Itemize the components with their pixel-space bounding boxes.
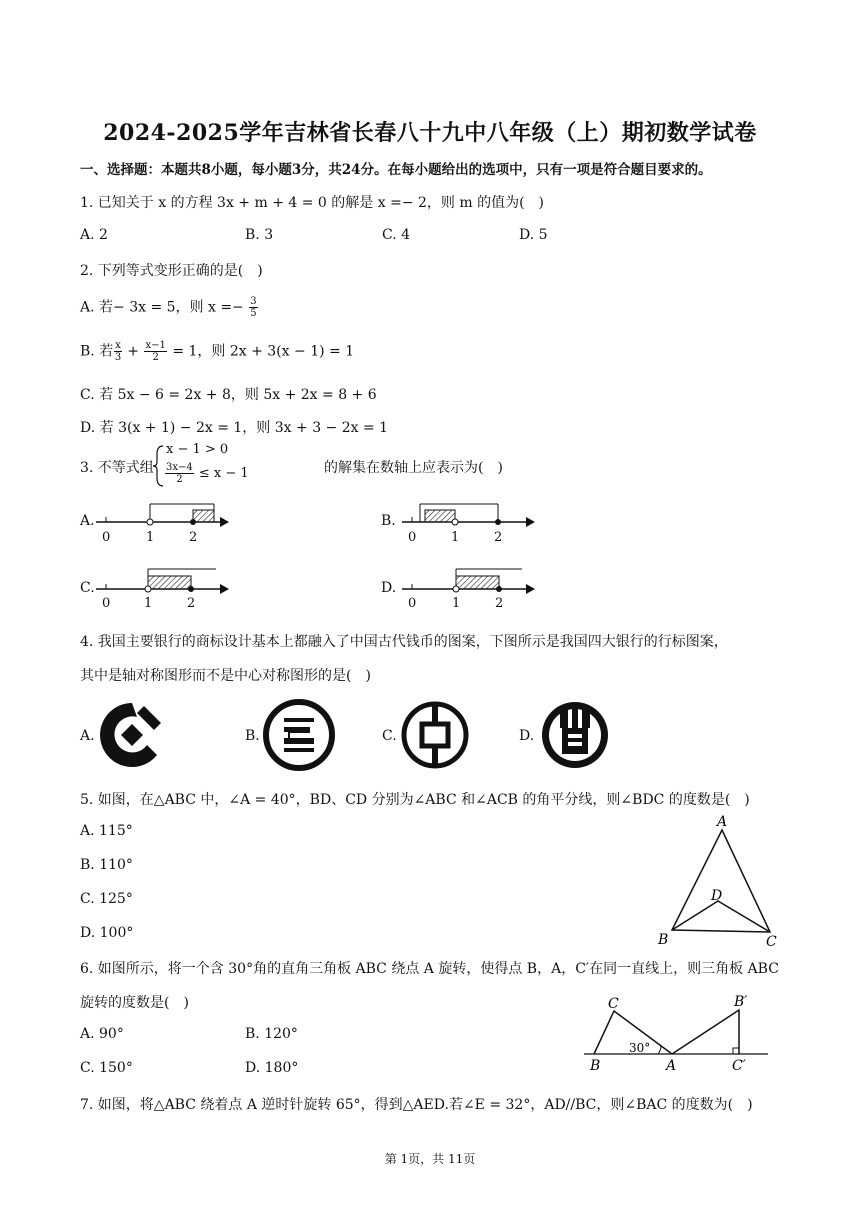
plus-sign: + [127, 343, 140, 360]
q2-b-prefix: B. 若 [80, 343, 114, 360]
tick-label: 0 [408, 530, 417, 545]
question-5-stem: 5. 如图，在△ABC 中，∠A = 40°，BD、CD 分别为∠ABC 和∠ACB 的角平分线，则∠BDC 的度数是( ) [80, 792, 750, 808]
q4-label-d: D. [519, 728, 535, 744]
tick-label: 1 [146, 530, 155, 545]
q2-a-text: A. 若− 3x = 5，则 x =− [80, 299, 244, 316]
tick-label: 2 [189, 530, 198, 545]
q3-label-b: B. [381, 513, 396, 529]
question-2-stem: 2. 下列等式变形正确的是( ) [80, 263, 263, 279]
bank-logo-c-icon [400, 700, 470, 770]
q6-option-a: A. 90° [80, 1026, 124, 1042]
number-line-b [402, 504, 535, 527]
question-4-stem-line2: 其中是轴对称图形而不是中心对称图形的是( ) [80, 668, 371, 684]
q1-option-a: A. 2 [80, 227, 108, 243]
q3-label-c: C. [80, 580, 95, 596]
q2-option-c: C. 若 5x − 6 = 2x + 8，则 5x + 2x = 8 + 6 [80, 387, 377, 403]
q3-label-d: D. [381, 580, 397, 596]
q3-label-a: A. [80, 513, 95, 529]
q4-label-a: A. [80, 728, 95, 744]
fraction-denominator: 2 [176, 474, 183, 485]
tick-label: 2 [495, 596, 504, 611]
number-line-d [402, 569, 535, 594]
bank-logo-d-icon [538, 698, 612, 772]
q5-option-c: C. 125° [80, 891, 133, 907]
question-6-stem-line1: 6. 如图所示，将一个含 30°角的直角三角板 ABC 绕点 A 旋转，使得点 B，A，C′在同一直线上，则三角板 ABC [80, 961, 779, 977]
q3-inequality-1: x − 1 > 0 [166, 442, 229, 457]
q2-option-d: D. 若 3(x + 1) − 2x = 1，则 3x + 3 − 2x = 1 [80, 420, 389, 436]
point-label-b: B [590, 1058, 601, 1074]
q6-option-d: D. 180° [245, 1060, 299, 1076]
fraction-denominator: 5 [250, 308, 257, 319]
tick-label: 0 [102, 530, 111, 545]
q4-label-b: B. [245, 728, 260, 744]
question-4-stem-line1: 4. 我国主要银行的商标设计基本上都融入了中国古代钱币的图案，下图所示是我国四大银行的行标图案， [80, 634, 728, 650]
fraction-denominator: 2 [152, 352, 159, 363]
q1-option-d: D. 5 [519, 227, 548, 243]
q5-option-a: A. 115° [80, 823, 133, 839]
q1-option-c: C. 4 [382, 227, 411, 243]
page-footer: 第 1页，共 11页 [384, 1152, 476, 1166]
point-label-b-prime: B′ [734, 994, 748, 1010]
q5-triangle-figure [650, 810, 790, 950]
section-heading: 一、选择题：本题共8小题，每小题3分，共24分。在每小题给出的选项中，只有一项是符合题目要求的。 [80, 162, 712, 178]
tick-label: 2 [187, 596, 196, 611]
question-7-stem: 7. 如图，将△ABC 绕着点 A 逆时针旋转 65°，得到△AED.若∠E = 32°，AD//BC，则∠BAC 的度数为( ) [80, 1097, 753, 1113]
question-1-stem: 1. 已知关于 x 的方程 3x + m + 4 = 0 的解是 x =− 2，则 m 的值为( ) [80, 195, 545, 211]
fraction-numerator: 3 [250, 296, 257, 307]
tick-label: 1 [452, 596, 461, 611]
vertex-label-d: D [711, 888, 723, 904]
fraction-numerator: 3x−4 [166, 462, 193, 473]
q3-suffix: 的解集在数轴上应表示为( ) [324, 460, 503, 476]
q1-option-b: B. 3 [245, 227, 274, 243]
point-label-c: C [608, 996, 619, 1012]
tick-label: 0 [408, 596, 417, 611]
point-label-c-prime: C′ [732, 1058, 746, 1074]
fraction-denominator: 3 [114, 352, 122, 363]
angle-label: 30° [629, 1041, 651, 1055]
bank-logo-a-icon [97, 700, 167, 770]
q6-option-b: B. 120° [245, 1026, 298, 1042]
tick-label: 2 [494, 530, 503, 545]
vertex-label-a: A [717, 814, 728, 830]
vertex-label-b: B [658, 932, 669, 948]
q3-inequality-2-rhs: ≤ x − 1 [198, 466, 249, 481]
q6-rotation-figure [580, 990, 770, 1075]
fraction-numerator: x−1 [145, 340, 166, 351]
number-line-c [96, 569, 229, 594]
page-title: 2024-2025学年吉林省长春八十九中八年级（上）期初数学试卷 [103, 120, 757, 146]
fraction-numerator: x [115, 340, 121, 351]
tick-label: 0 [102, 596, 111, 611]
q5-option-d: D. 100° [80, 925, 134, 941]
vertex-label-c: C [766, 934, 777, 950]
q3-prefix: 3. 不等式组 [80, 460, 154, 476]
question-6-stem-line2: 旋转的度数是( ) [80, 995, 189, 1011]
q2-b-suffix: = 1，则 2x + 3(x − 1) = 1 [172, 343, 355, 360]
q4-label-c: C. [382, 728, 397, 744]
number-line-a [96, 504, 229, 527]
point-label-a: A [666, 1058, 677, 1074]
tick-label: 1 [144, 596, 153, 611]
bank-logo-b-icon [262, 698, 336, 772]
q6-option-c: C. 150° [80, 1060, 133, 1076]
tick-label: 1 [451, 530, 460, 545]
q5-option-b: B. 110° [80, 857, 133, 873]
